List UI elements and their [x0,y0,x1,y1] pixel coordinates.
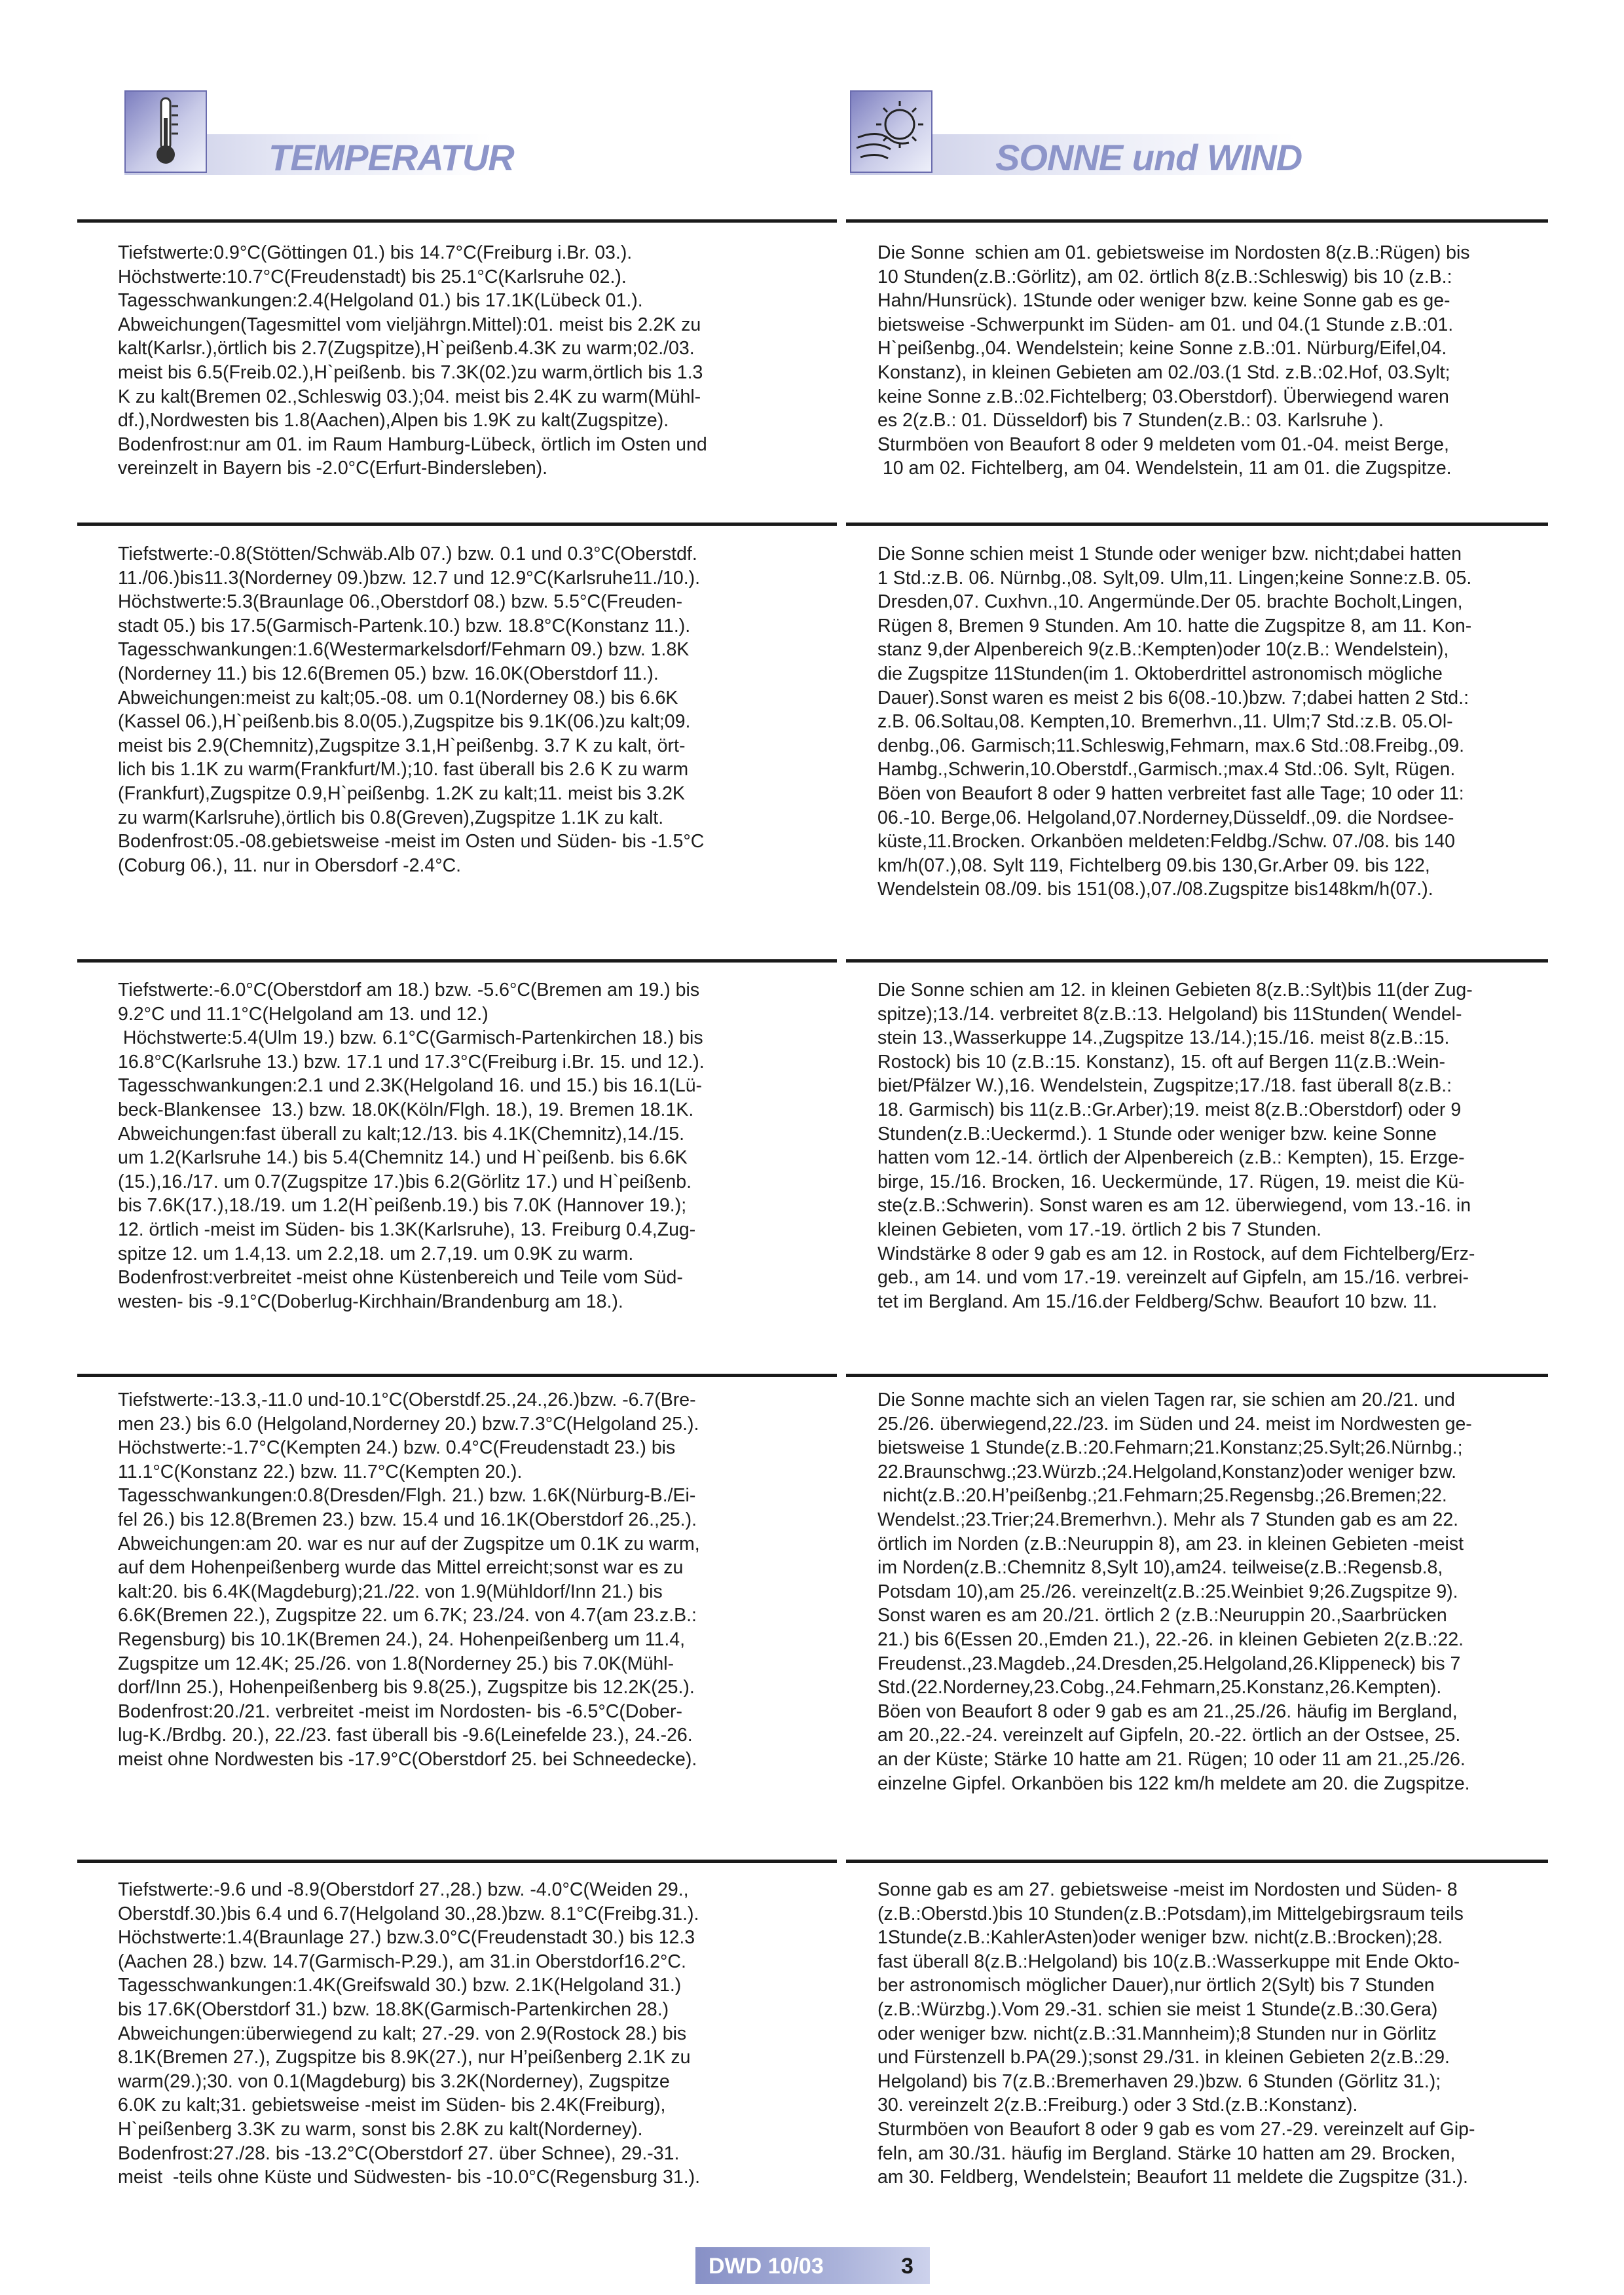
section-divider [846,1374,1548,1377]
section-divider [77,523,837,526]
sun-wind-text-1: Die Sonne schien am 01. gebietsweise im Nordosten 8(z.B.:Rügen) bis 10 Stunden(z.B.:Görlitz), am 02. örtlich 8(z.B.:Schleswig) bis 10 (z.B.: Hahn/Hunsrück). 1Stunde oder weniger bzw. keine Sonne gab es ge- bietsweise -Schwerpunkt im Süden- am 01. und 04.(1 Stunde z.B.:01. H`peißenbg.,04. Wendelstein; keine Sonne z.B.:01. Nürburg/Eifel,04. Konstanz), in kleinen Gebieten am 02./03.(1 Std. z.B.:02.Hof, 03.Sylt; keine Sonne z.B.:02.Fichtelberg; 03.Oberstdorf). Überwiegend waren es 2(z.B.: 01. Düsseldorf) bis 7 Stunden(z.B.: 03. Karlsruhe ). Sturmböen von Beaufort 8 oder 9 meldeten vom 01.-04. meist Berge, 10 am 02. Fichtelberg, am 04. Wendelstein, 11 am 01. die Zugspitze. [877,242,1470,479]
footer-issue-label: DWD 10/03 [709,2254,824,2279]
temperature-text-2: Tiefstwerte:-0.8(Stötten/Schwäb.Alb 07.) bzw. 0.1 und 0.3°C(Oberstdf. 11./06.)bis11.3(Norderney 09.)bzw. 12.7 und 12.9°C(Karlsruhe11./10.). Höchstwerte:5.3(Braunlage 06.,Oberstdorf 08.) bzw. 5.5°C(Freuden- stadt 05.) bis 17.5(Garmisch-Partenk.10.) bzw. 18.8°C(Konstanz 11.). Tagesschwankungen:1.6(Westermarkelsdorf/Fehmarn 09.) bzw. 1.8K (Norderney 11.) bis 12.6(Bremen 05.) bzw. 16.0K(Oberstdorf 11.). Abweichungen:meist zu kalt;05.-08. um 0.1(Norderney 08.) bis 6.6K (Kassel 06.),H`peißenb.bis 8.0(05.),Zugspitze bis 9.1K(06.)zu kalt;09. meist bis 2.9(Chemnitz),Zugspitze 3.1,H`peißenbg. 3.7 K zu kalt, ört- lich bis 1.1K zu warm(Frankfurt/M.);10. fast überall bis 2.6 K zu warm (Frankfurt),Zugspitze 0.9,H`peißenbg. 1.2K zu kalt;11. meist bis 3.2K zu warm(Karlsruhe),örtlich bis 0.8(Greven),Zugspitze 1.1K zu kalt. Bodenfrost:05.-08.gebietsweise -meist im Osten und Süden- bis -1.5°C (Coburg 06.), 11. nur in Obersdorf -2.4°C. [118,543,705,876]
temperature-title: TEMPERATUR [268,137,514,178]
sun-wind-icon-graphic [851,92,931,172]
sun-wind-text-2: Die Sonne schien meist 1 Stunde oder weniger bzw. nicht;dabei hatten 1 Std.:z.B. 06. Nürnbg.,08. Sylt,09. Ulm,11. Lingen;keine Sonne:z.B. 05. Dresden,07. Cuxhvn.,10. Angermünde.Der 05. brachte Bocholt,Lingen, Rügen 8, Bremen 9 Stunden. Am 10. hatte die Zugspitze 8, am 11. Kon- stanz 9,der Alpenbereich 9(z.B.:Kempten)oder 10(z.B.: Wendelstein), die Zugspitze 11Stunden(im 1. Oktoberdrittel astronomisch mögliche Dauer).Sonst waren es meist 2 bis 6(08.-10.)bzw. 7;dabei hatten 2 Std.: z.B. 06.Soltau,08. Kempten,10. Bremerhvn.,11. Ulm;7 Std.:z.B. 05.Ol- denbg.,06. Garmisch;11.Schleswig,Fehmarn, max.6 Std.:08.Freibg.,09. Hambg.,Schwerin,10.Oberstdf.,Garmisch.;max.4 Std.:06. Sylt, Rügen. Böen von Beaufort 8 oder 9 hatten verbreitet fast alle Tage; 10 oder 11: 06.-10. Berge,06. Helgoland,07.Norderney,Düsseldf.,09. die Nordsee- küste,11.Brocken. Orkanböen meldeten:Feldbg./Schw. 07./08. bis 140 km/h(07.),08. Sylt 119, Fichtelberg 09.bis 130,Gr.Arber 09. bis 122, Wendelstein 08./09. bis 151(08.),07./08.Zugspitze bis148km/h(07.). [877,543,1472,900]
section-divider [77,219,837,223]
sun-wind-text-4: Die Sonne machte sich an vielen Tagen rar, sie schien am 20./21. und 25./26. überwiegend,22./23. im Süden und 24. meist im Nordwesten ge- bietsweise 1 Stunde(z.B.:20.Fehmarn;21.Konstanz;25.Sylt;26.Nürnbg.; 22.Braunschwg.;23.Würzb.;24.Helgoland,Konstanz)oder weniger bzw. nicht(z.B.:20.H’peißenbg.;21.Fehmarn;25.Regensbg.;26.Bremen;22. Wendelst.;23.Trier;24.Bremerhvn.). Mehr als 7 Stunden gab es am 22. örtlich im Norden (z.B.:Neuruppin 8), am 23. in kleinen Gebieten -meist im Norden(z.B.:Chemnitz 8,Sylt 10),am24. teilweise(z.B.:Regensb.8, Potsdam 10),am 25./26. vereinzelt(z.B.:25.Weinbiet 9;26.Zugspitze 9). Sonst waren es am 20./21. örtlich 2 (z.B.:Neuruppin 20.,Saarbrücken 21.) bis 6(Essen 20.,Emden 21.), 22.-26. in kleinen Gebieten 2(z.B.:22. Freudenst.,23.Magdeb.,24.Dresden,25.Helgoland,26.Klippeneck) bis 7 Std.(22.Norderney,23.Cobg.,24.Fehmarn,25.Konstanz,26.Kempten). Böen von Beaufort 8 oder 9 gab es am 21.,25./26. häufig im Bergland, am 20.,22.-24. vereinzelt auf Gipfeln, 20.-22. örtlich an der Ostsee, 25. an der Küste; Stärke 10 hatte am 21. Rügen; 10 oder 11 am 21.,25./26. einzelne Gipfel. Orkanböen bis 122 km/h meldete am 20. die Zugspitze. [877,1389,1472,1794]
temperature-text-5: Tiefstwerte:-9.6 und -8.9(Oberstdorf 27.,28.) bzw. -4.0°C(Weiden 29., Oberstdf.30.)bis 6.4 und 6.7(Helgoland 30.,28.)bzw. 8.1°C(Freibg.31.). Höchstwerte:1.4(Braunlage 27.) bzw.3.0°C(Freudenstadt 30.) bis 12.3 (Aachen 28.) bzw. 14.7(Garmisch-P.29.), am 31.in Oberstdorf16.2°C. Tagesschwankungen:1.4K(Greifswald 30.) bzw. 2.1K(Helgoland 31.) bis 17.6K(Oberstdorf 31.) bzw. 18.8K(Garmisch-Partenkirchen 28.) Abweichungen:überwiegend zu kalt; 27.-29. von 2.9(Rostock 28.) bis 8.1K(Bremen 27.), Zugspitze bis 8.9K(27.), nur H’peißenberg 2.1K zu warm(29.);30. von 0.1(Magdeburg) bis 3.2K(Norderney), Zugspitze 6.0K zu kalt;31. gebietsweise -meist im Süden- bis 2.4K(Freiburg), H`peißenberg 3.3K zu warm, sonst bis 2.8K zu kalt(Norderney). Bodenfrost:27./28. bis -13.2°C(Oberstdorf 27. über Schnee), 29.-31. meist -teils ohne Küste und Südwesten- bis -10.0°C(Regensburg 31.). [118,1879,701,2188]
temperature-text-1: Tiefstwerte:0.9°C(Göttingen 01.) bis 14.7°C(Freiburg i.Br. 03.). Höchstwerte:10.7°C(Freudenstadt) bis 25.1°C(Karlsruhe 02.). Tagesschwankungen:2.4(Helgoland 01.) bis 17.1K(Lübeck 01.). Abweichungen(Tagesmittel vom vieljährgn.Mittel):01. meist bis 2.2K zu kalt(Karlsr.),örtlich bis 2.7(Zugspitze),H`peißenb.4.3K zu warm;02./03. meist bis 6.5(Freib.02.),H`peißenb. bis 7.3K(02.)zu warm,örtlich bis 1.3 K zu kalt(Bremen 02.,Schleswig 03.);04. meist bis 2.4K zu warm(Mühl- df.),Nordwesten bis 1.8(Aachen),Alpen bis 1.9K zu kalt(Zugspitze). Bodenfrost:nur am 01. im Raum Hamburg-Lübeck, örtlich im Osten und vereinzelt in Bayern bis -2.0°C(Erfurt-Bindersleben). [118,242,707,479]
section-divider [846,219,1548,223]
section-divider [846,523,1548,526]
temperature-text-3: Tiefstwerte:-6.0°C(Oberstdorf am 18.) bzw. -5.6°C(Bremen am 19.) bis 9.2°C und 11.1°C(Helgoland am 13. und 12.) Höchstwerte:5.4(Ulm 19.) bzw. 6.1°C(Garmisch-Partenkirchen 18.) bis 16.8°C(Karlsruhe 13.) bzw. 17.1 und 17.3°C(Freiburg i.Br. 15. und 12.). Tagesschwankungen:2.1 und 2.3K(Helgoland 16. und 15.) bis 16.1(Lü- beck-Blankensee 13.) bzw. 18.0K(Köln/Flgh. 18.), 19. Bremen 18.1K. Abweichungen:fast überall zu kalt;12./13. bis 4.1K(Chemnitz),14./15. um 1.2(Karlsruhe 14.) bis 5.4(Chemnitz 14.) und H`peißenb. bis 6.6K (15.),16./17. um 0.7(Zugspitze 17.)bis 6.2(Görlitz 17.) und H`peißenb. bis 7.6K(17.),18./19. um 1.2(H`peißenb.19.) bis 7.0K (Hannover 19.); 12. örtlich -meist im Süden- bis 1.3K(Karlsruhe), 13. Freiburg 0.4,Zug- spitze 12. um 1.4,13. um 2.2,18. um 2.7,19. um 0.9K zu warm. Bodenfrost:verbreitet -meist ohne Küstenbereich und Teile vom Süd- westen- bis -9.1°C(Doberlug-Kirchhain/Brandenburg am 18.). [118,980,705,1312]
sun-wind-text-5: Sonne gab es am 27. gebietsweise -meist im Nordosten und Süden- 8 (z.B.:Oberstd.)bis 10 Stunden(z.B.:Potsdam),im Mittelgebirgsraum teils 1Stunde(z.B.:KahlerAsten)oder weniger bzw. nicht(z.B.:Brocken);28. fast überall 8(z.B.:Helgoland) bis 10(z.B.:Wasserkuppe mit Ende Okto- ber astronomisch möglicher Dauer),nur örtlich 2(Sylt) bis 7 Stunden (z.B.:Würzbg.).Vom 29.-31. schien sie meist 1 Stunde(z.B.:30.Gera) oder weniger bzw. nicht(z.B.:31.Mannheim);8 Stunden nur in Görlitz und Fürstenzell b.PA(29.);sonst 29./31. in kleinen Gebieten 2(z.B.:29. Helgoland) bis 7(z.B.:Bremerhaven 29.)bzw. 6 Stunden (Görlitz 31.); 30. vereinzelt 2(z.B.:Freiburg.) oder 3 Std.(z.B.:Konstanz). Sturmböen von Beaufort 8 oder 9 gab es vom 27.-29. vereinzelt auf Gip- feln, am 30./31. häufig im Bergland. Stärke 10 hatten am 29. Brocken, am 30. Feldberg, Wendelstein; Beaufort 11 meldete die Zugspitze (31.). [877,1879,1475,2188]
section-divider [846,1860,1548,1863]
section-divider [77,1374,837,1377]
section-divider [77,1860,837,1863]
temperature-text-4: Tiefstwerte:-13.3,-11.0 und-10.1°C(Oberstdf.25.,24.,26.)bzw. -6.7(Bre- men 23.) bis 6.0 (Helgoland,Norderney 20.) bzw.7.3°C(Helgoland 25.). Höchstwerte:-1.7°C(Kempten 24.) bzw. 0.4°C(Freudenstadt 23.) bis 11.1°C(Konstanz 22.) bzw. 11.7°C(Kempten 20.). Tagesschwankungen:0.8(Dresden/Flgh. 21.) bzw. 1.6K(Nürburg-B./Ei- fel 26.) bis 12.8(Bremen 23.) bzw. 15.4 und 16.1K(Oberstdorf 26.,25.). Abweichungen:am 20. war es nur auf der Zugspitze um 0.1K zu warm, auf dem Hohenpeißenberg wurde das Mittel erreicht;sonst war es zu kalt:20. bis 6.4K(Magdeburg);21./22. von 1.9(Mühldorf/Inn 21.) bis 6.6K(Bremen 22.), Zugspitze 22. um 6.7K; 23./24. von 4.7(am 23.z.B.: Regensburg) bis 10.1K(Bremen 24.), 24. Hohenpeißenberg um 11.4, Zugspitze um 12.4K; 25./26. von 1.8(Norderney 25.) bis 7.0K(Mühl- dorf/Inn 25.), Hohenpeißenberg bis 9.8(25.), Zugspitze bis 12.2K(25.). Bodenfrost:20./21. verbreitet -meist im Nordosten- bis -6.5°C(Dober- lug-K./Brdbg. 20.), 22./23. fast überall bis -9.6(Leinefelde 23.), 24.-26. meist ohne Nordwesten bis -17.9°C(Oberstdorf 25. bei Schneedecke). [118,1389,700,1770]
thermometer-icon-graphic [126,92,206,172]
sun-wind-icon [850,90,932,173]
sun-wind-text-3: Die Sonne schien am 12. in kleinen Gebieten 8(z.B.:Sylt)bis 11(der Zug- spitze);13./14. verbreitet 8(z.B.:13. Helgoland) bis 11Stunden( Wendel- stein 13.,Wasserkuppe 14.,Zugspitze 13./14.);15./16. meist 8(z.B.:15. Rostock) bis 10 (z.B.:15. Konstanz), 15. oft auf Bergen 11(z.B.:Wein- biet/Pfälzer W.),16. Wendelstein, Zugspitze;17./18. fast überall 8(z.B.: 18. Garmisch) bis 11(z.B.:Gr.Arber);19. meist 8(z.B.:Oberstdorf) oder 9 Stunden(z.B.:Ueckermd.). 1 Stunde oder weniger bzw. keine Sonne hatten vom 12.-14. örtlich der Alpenbereich (z.B.: Kempten), 15. Erzge- birge, 15./16. Brocken, 16. Ueckermünde, 17. Rügen, 19. meist die Kü- ste(z.B.:Schwerin). Sonst waren es am 12. überwiegend, vom 13.-16. in kleinen Gebieten, vom 17.-19. örtlich 2 bis 7 Stunden. Windstärke 8 oder 9 gab es am 12. in Rostock, auf dem Fichtelberg/Erz- geb., am 14. und vom 17.-19. vereinzelt auf Gipfeln, am 15./16. verbrei- tet im Bergland. Am 15./16.der Feldberg/Schw. Beaufort 10 bzw. 11. [877,980,1475,1312]
section-divider [77,959,837,963]
page-number: 3 [901,2254,913,2279]
thermometer-icon [124,90,207,173]
sun-wind-title: SONNE und WIND [995,137,1302,178]
section-divider [846,959,1548,963]
